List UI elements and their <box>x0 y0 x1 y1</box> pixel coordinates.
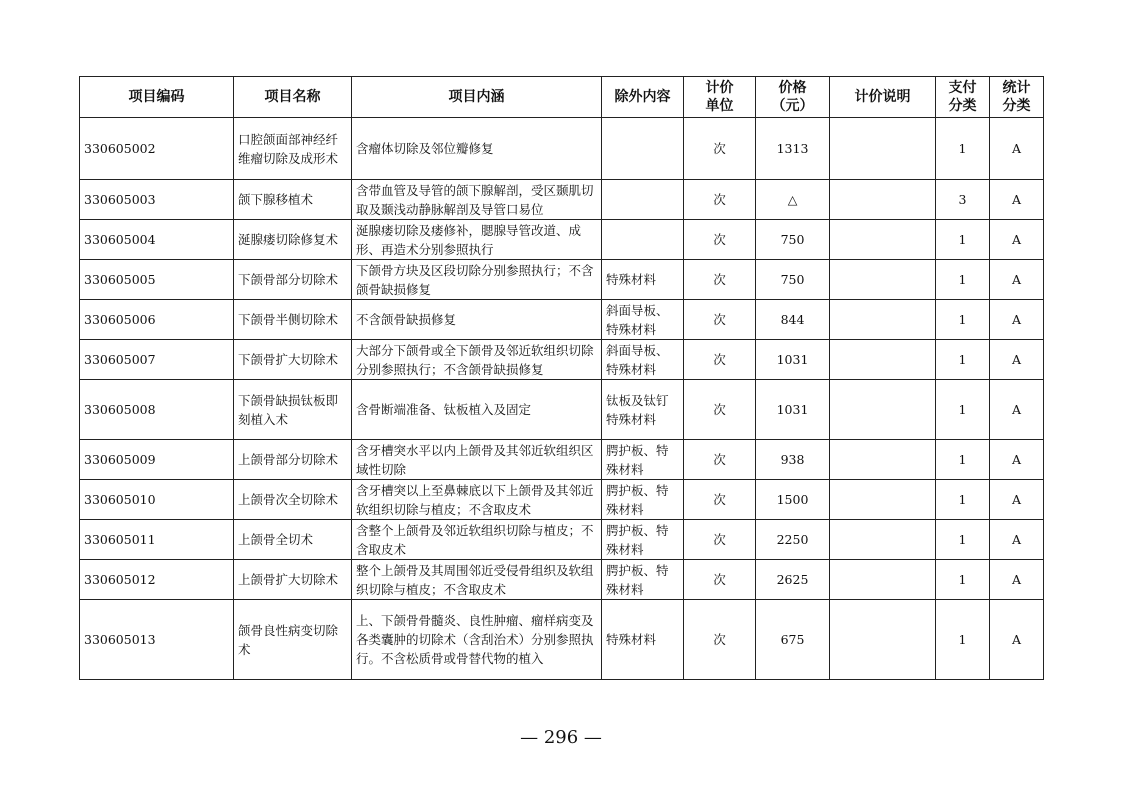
cell-code: 330605011 <box>80 520 234 560</box>
cell-stat: A <box>990 520 1044 560</box>
cell-note <box>830 180 936 220</box>
header-row <box>80 77 1044 118</box>
cell-price: △ <box>756 180 830 220</box>
cell-price: 938 <box>756 440 830 480</box>
header-name: 项目名称 <box>234 77 352 118</box>
table-row <box>80 180 1044 220</box>
cell-unit: 次 <box>684 118 756 180</box>
cell-exclusion: 腭护板、特殊材料 <box>602 480 684 520</box>
header-code: 项目编码 <box>80 77 234 118</box>
cell-note <box>830 260 936 300</box>
cell-stat: A <box>990 260 1044 300</box>
cell-code: 330605004 <box>80 220 234 260</box>
cell-unit: 次 <box>684 480 756 520</box>
header-exclusion: 除外内容 <box>602 77 684 118</box>
header-pay: 支付 分类 <box>936 77 990 118</box>
table-row <box>80 560 1044 600</box>
cell-stat: A <box>990 480 1044 520</box>
cell-exclusion <box>602 220 684 260</box>
cell-name: 下颌骨扩大切除术 <box>234 340 352 380</box>
cell-exclusion: 斜面导板、特殊材料 <box>602 300 684 340</box>
cell-unit: 次 <box>684 300 756 340</box>
cell-code: 330605007 <box>80 340 234 380</box>
cell-content: 大部分下颌骨或全下颌骨及邻近软组织切除分别参照执行；不含颌骨缺损修复 <box>352 340 602 380</box>
cell-content: 不含颌骨缺损修复 <box>352 300 602 340</box>
cell-code: 330605003 <box>80 180 234 220</box>
cell-exclusion: 腭护板、特殊材料 <box>602 520 684 560</box>
cell-code: 330605009 <box>80 440 234 480</box>
cell-content: 含瘤体切除及邻位瓣修复 <box>352 118 602 180</box>
cell-exclusion <box>602 180 684 220</box>
cell-exclusion: 特殊材料 <box>602 260 684 300</box>
cell-unit: 次 <box>684 560 756 600</box>
cell-name: 涎腺瘘切除修复术 <box>234 220 352 260</box>
cell-content: 上、下颌骨骨髓炎、良性肿瘤、瘤样病变及各类囊肿的切除术（含刮治术）分别参照执行。不含松质骨或骨替代物的植入 <box>352 600 602 680</box>
cell-exclusion <box>602 118 684 180</box>
cell-price: 750 <box>756 220 830 260</box>
cell-unit: 次 <box>684 380 756 440</box>
cell-note <box>830 440 936 480</box>
cell-note <box>830 300 936 340</box>
cell-name: 下颌骨缺损钛板即刻植入术 <box>234 380 352 440</box>
cell-unit: 次 <box>684 220 756 260</box>
cell-note <box>830 118 936 180</box>
cell-stat: A <box>990 220 1044 260</box>
header-price: 价格 （元） <box>756 77 830 118</box>
cell-code: 330605012 <box>80 560 234 600</box>
cell-stat: A <box>990 340 1044 380</box>
cell-pay: 1 <box>936 440 990 480</box>
cell-code: 330605013 <box>80 600 234 680</box>
cell-stat: A <box>990 600 1044 680</box>
cell-price: 2250 <box>756 520 830 560</box>
cell-code: 330605008 <box>80 380 234 440</box>
cell-pay: 1 <box>936 560 990 600</box>
cell-name: 上颌骨扩大切除术 <box>234 560 352 600</box>
cell-content: 涎腺瘘切除及瘘修补，腮腺导管改道、成形、再造术分别参照执行 <box>352 220 602 260</box>
cell-pay: 1 <box>936 340 990 380</box>
table-row <box>80 440 1044 480</box>
cell-note <box>830 600 936 680</box>
cell-name: 下颌骨半侧切除术 <box>234 300 352 340</box>
table-row <box>80 118 1044 180</box>
cell-price: 750 <box>756 260 830 300</box>
cell-stat: A <box>990 180 1044 220</box>
cell-pay: 1 <box>936 220 990 260</box>
cell-unit: 次 <box>684 180 756 220</box>
cell-price: 1031 <box>756 380 830 440</box>
table-row <box>80 380 1044 440</box>
cell-unit: 次 <box>684 600 756 680</box>
table-row <box>80 260 1044 300</box>
cell-content: 含带血管及导管的颌下腺解剖，受区颞肌切取及颞浅动静脉解剖及导管口易位 <box>352 180 602 220</box>
cell-note <box>830 340 936 380</box>
cell-exclusion: 斜面导板、特殊材料 <box>602 340 684 380</box>
cell-code: 330605010 <box>80 480 234 520</box>
table-row <box>80 480 1044 520</box>
header-content: 项目内涵 <box>352 77 602 118</box>
cell-pay: 1 <box>936 380 990 440</box>
header-unit: 计价 单位 <box>684 77 756 118</box>
cell-exclusion: 特殊材料 <box>602 600 684 680</box>
cell-name: 下颌骨部分切除术 <box>234 260 352 300</box>
cell-unit: 次 <box>684 340 756 380</box>
header-stat: 统计 分类 <box>990 77 1044 118</box>
cell-pay: 1 <box>936 520 990 560</box>
cell-code: 330605002 <box>80 118 234 180</box>
cell-price: 1313 <box>756 118 830 180</box>
cell-name: 上颌骨次全切除术 <box>234 480 352 520</box>
cell-exclusion: 腭护板、特殊材料 <box>602 560 684 600</box>
cell-stat: A <box>990 300 1044 340</box>
cell-price: 844 <box>756 300 830 340</box>
cell-exclusion: 腭护板、特殊材料 <box>602 440 684 480</box>
cell-name: 上颌骨全切术 <box>234 520 352 560</box>
cell-note <box>830 380 936 440</box>
cell-name: 颌骨良性病变切除术 <box>234 600 352 680</box>
cell-stat: A <box>990 440 1044 480</box>
cell-pay: 1 <box>936 480 990 520</box>
cell-note <box>830 220 936 260</box>
table-row <box>80 600 1044 680</box>
header-note: 计价说明 <box>830 77 936 118</box>
cell-note <box>830 520 936 560</box>
cell-stat: A <box>990 560 1044 600</box>
cell-pay: 1 <box>936 118 990 180</box>
cell-unit: 次 <box>684 520 756 560</box>
cell-content: 含骨断端准备、钛板植入及固定 <box>352 380 602 440</box>
cell-content: 整个上颌骨及其周围邻近受侵骨组织及软组织切除与植皮；不含取皮术 <box>352 560 602 600</box>
cell-code: 330605005 <box>80 260 234 300</box>
cell-note <box>830 560 936 600</box>
cell-price: 1500 <box>756 480 830 520</box>
cell-pay: 1 <box>936 260 990 300</box>
cell-content: 含整个上颌骨及邻近软组织切除与植皮；不含取皮术 <box>352 520 602 560</box>
cell-unit: 次 <box>684 440 756 480</box>
cell-pay: 1 <box>936 600 990 680</box>
table-row <box>80 520 1044 560</box>
table-row <box>80 220 1044 260</box>
cell-exclusion: 钛板及钛钉特殊材料 <box>602 380 684 440</box>
table-row <box>80 300 1044 340</box>
cell-price: 2625 <box>756 560 830 600</box>
cell-name: 颌下腺移植术 <box>234 180 352 220</box>
cell-pay: 3 <box>936 180 990 220</box>
cell-content: 下颌骨方块及区段切除分别参照执行；不含颌骨缺损修复 <box>352 260 602 300</box>
table-row <box>80 340 1044 380</box>
cell-pay: 1 <box>936 300 990 340</box>
page-number: — 296 — <box>520 727 602 748</box>
cell-stat: A <box>990 118 1044 180</box>
cell-price: 1031 <box>756 340 830 380</box>
cell-name: 上颌骨部分切除术 <box>234 440 352 480</box>
cell-stat: A <box>990 380 1044 440</box>
cell-note <box>830 480 936 520</box>
cell-name: 口腔颌面部神经纤维瘤切除及成形术 <box>234 118 352 180</box>
cell-content: 含牙槽突水平以内上颌骨及其邻近软组织区域性切除 <box>352 440 602 480</box>
cell-content: 含牙槽突以上至鼻棘底以下上颌骨及其邻近软组织切除与植皮；不含取皮术 <box>352 480 602 520</box>
cell-unit: 次 <box>684 260 756 300</box>
cell-code: 330605006 <box>80 300 234 340</box>
fee-table <box>79 76 1044 680</box>
cell-price: 675 <box>756 600 830 680</box>
